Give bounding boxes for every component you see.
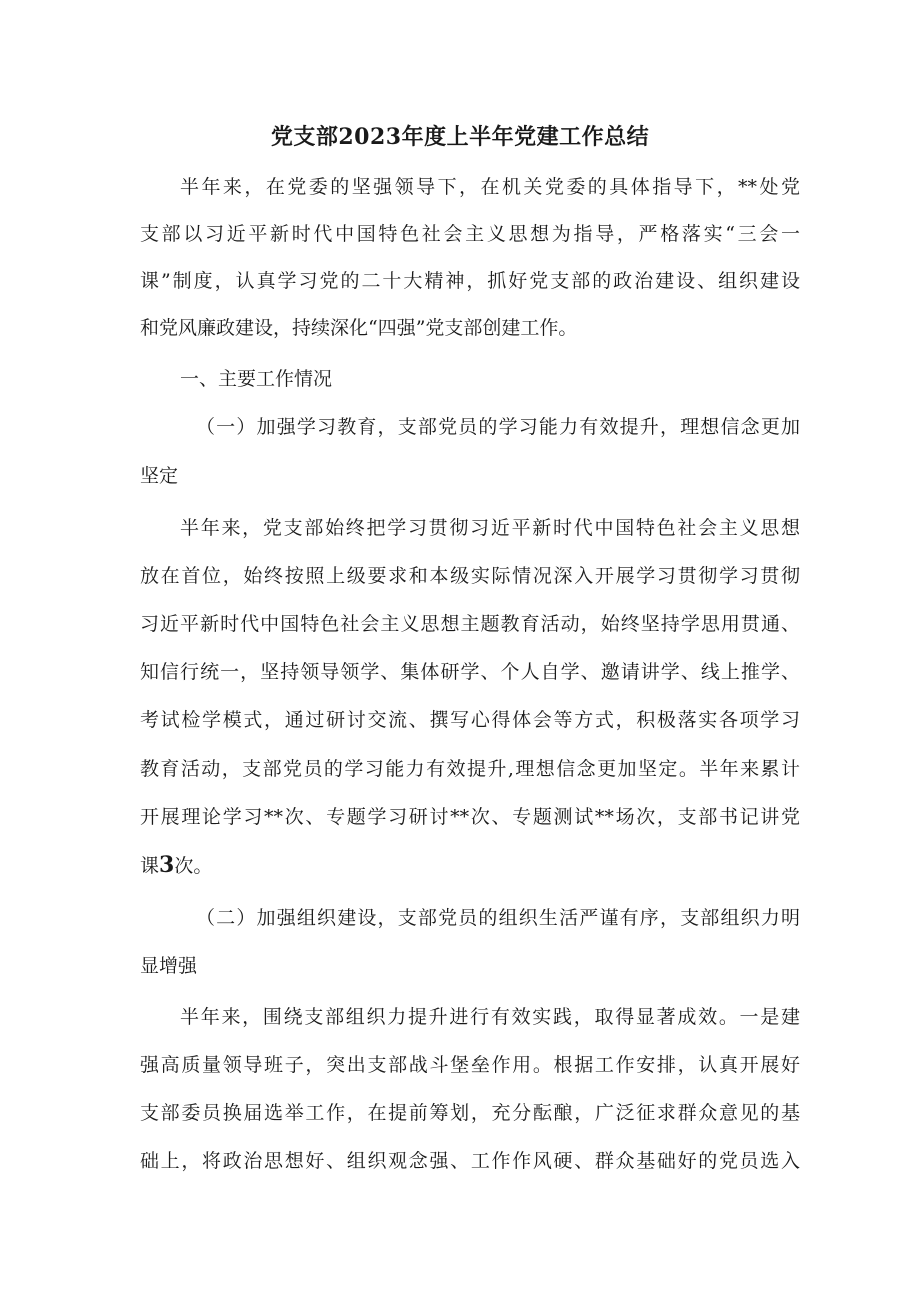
body-line: 知信行统一，坚持领导领学、集体研学、个人自学、邀请讲学、线上推学、 [140,661,800,683]
body-line: 半年来，党支部始终把学习贯彻习近平新时代中国特色社会主义思想 [180,517,800,539]
document-title: 党支部2023年度上半年党建工作总结 [270,124,650,150]
body-line: 考试检学模式，通过研讨交流、撰写心得体会等方式，积极落实各项学习 [140,709,800,731]
body-line: 放在首位，始终按照上级要求和本级实际情况深入开展学习贯彻学习贯彻 [140,565,800,587]
body-line: 础上，将政治思想好、组织观念强、工作作风硬、群众基础好的党员选入 [140,1150,800,1172]
body-line: 开展理论学习**次、专题学习研讨**次、专题测试**场次，支部书记讲党 [140,806,800,828]
body-text: 次。 [174,855,213,877]
intro-line: 支部以习近平新时代中国特色社会主义思想为指导，严格落实“三会一 [140,223,800,245]
subsection-heading: 坚定 [140,465,179,487]
count-number: 3 [159,852,175,878]
body-line: 教育活动，支部党员的学习能力有效提升,理想信念更加坚定。半年来累计 [140,758,800,780]
body-line-last [140,852,800,879]
body-line: 习近平新时代中国特色社会主义思想主题教育活动，始终坚持学思用贯通、 [140,613,800,635]
intro-line: 半年来，在党委的坚强领导下，在机关党委的具体指导下，**处党 [180,176,800,198]
body-line: 支部委员换届选举工作，在提前筹划，充分酝酿，广泛征求群众意见的基 [140,1102,800,1124]
body-line: 半年来，围绕支部组织力提升进行有效实践，取得显著成效。一是建 [180,1006,800,1028]
body-line: 强高质量领导班子，突出支部战斗堡垒作用。根据工作安排，认真开展好 [140,1054,800,1076]
body-text: 课 [140,855,160,877]
subsection-heading: （一）加强学习教育，支部党员的学习能力有效提升，理想信念更加 [196,416,800,438]
subsection-heading: 显增强 [140,955,198,977]
section-heading: 一、主要工作情况 [180,368,333,390]
intro-line: 和党风廉政建设，持续深化“四强”党支部创建工作。 [140,317,578,339]
subsection-heading: （二）加强组织建设，支部党员的组织生活严谨有序，支部组织力明 [196,907,800,929]
intro-line: 课”制度，认真学习党的二十大精神，抓好党支部的政治建设、组织建设 [140,270,800,292]
